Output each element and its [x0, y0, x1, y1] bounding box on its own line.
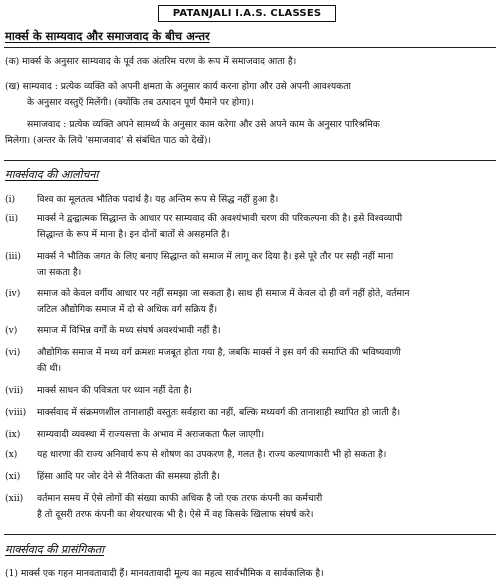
list-item-number: (vii)	[5, 385, 24, 396]
list-item-line: जटिल औद्योगिक समाज में दो से अधिक वर्ग सक्रिय हैं।	[37, 304, 218, 315]
list-item-line: समाज को केवल वर्गीय आधार पर नहीं समझा जा सकता है। साथ ही समाज में केवल दो ही वर्ग नहीं होते, वर्तमान	[37, 288, 410, 299]
list-item-line: हिंसा आदि पर जोर देने से नैतिकता की समस्या होती है।	[37, 471, 220, 482]
list-item-line: समाज में विभिन्न वर्गों के मध्य संघर्ष अवश्यंभावी नहीं है।	[37, 325, 221, 336]
paragraph-samajwad: समाजवाद : प्रत्येक व्यक्ति अपने सामर्थ्य के अनुसार काम करेगा और उसे अपने काम के अनुसार पारिश्रमिक मिलेगा। (अन्तर के लिये 'समाजवाद' से संबंधित पाठ को देखें)।	[5, 119, 380, 146]
list-item-text	[37, 405, 495, 421]
list-item-number: (xi)	[5, 471, 21, 482]
list-item-text	[37, 249, 495, 281]
list-item-line: यह धारणा की राज्य अनिवार्य रूप से शोषण का उपकरण है, गलत है। राज्य कल्याणकारी भी हो सकता है।	[37, 449, 387, 460]
list-item-line: है तो दूसरी तरफ कंपनी का शेयरधारक भी है। ऐसे में वह किसके खिलाफ संघर्ष करे।	[37, 509, 314, 520]
list-item-line: विश्व का मूलतत्व भौतिक पदार्थ है। यह अन्तिम रूप से सिद्ध नहीं हुआ है।	[37, 194, 279, 205]
section-title-relevance: मार्क्सवाद की प्रासंगिकता	[5, 543, 105, 556]
header-title: PATANJALI I.A.S. CLASSES	[158, 5, 336, 22]
list-item-line: वर्तमान समय में ऐसे लोगों की संख्या काफी अधिक है जो एक तरफ कंपनी का कर्मचारी	[37, 493, 323, 504]
list-item-text	[37, 469, 495, 485]
list-item-line: सिद्धान्त के रूप में माना है। इन दोनों बातों से असहमति है।	[37, 229, 230, 240]
list-item-number: (v)	[5, 325, 18, 336]
list-item-number: (viii)	[5, 407, 27, 418]
list-item-number: (vi)	[5, 347, 21, 358]
list-item-text	[37, 211, 495, 243]
list-item-line: मार्क्सवाद में संक्रमणशील तानाशाही वस्तुतः सर्वहारा का नहीं, बल्कि मध्यवर्ग की तानाशाही स्थापित हो जाती है।	[37, 407, 401, 418]
list-item-line: जा सकता है।	[37, 267, 82, 278]
list-item-line: औद्योगिक समाज में मध्य वर्ग क्रमशः मजबूत होता गया है, जबकि मार्क्स ने इस वर्ग की समाप्ति की भविष्यवाणी	[37, 347, 401, 358]
list-item-number: (iv)	[5, 288, 21, 299]
relevance-item-1: (1) मार्क्स एक गहन मानवतावादी हैं। मानवतावादी मूल्य का महत्व सार्वभौमिक व सार्वकालिक है।	[5, 568, 324, 579]
list-item-number: (ix)	[5, 429, 21, 440]
list-item-text	[37, 383, 495, 399]
list-item-text	[37, 323, 495, 339]
list-item-line: की थी।	[37, 363, 62, 374]
list-item-text	[37, 345, 495, 377]
list-item-text	[37, 427, 495, 443]
section-title-criticism: मार्क्सवाद की आलोचना	[5, 168, 99, 181]
divider	[4, 160, 496, 161]
section-title-difference: मार्क्स के साम्यवाद और समाजवाद के बीच अन्तर	[5, 29, 210, 43]
list-item-line: मार्क्स ने द्वन्द्वात्मक सिद्धान्त के आधार पर साम्यवाद की अवश्यंभावी चरण की परिकल्पना की है। इसे विश्वव्यापी	[37, 213, 403, 224]
list-item-number: (xii)	[5, 493, 24, 504]
list-item-line: साम्यवादी व्यवस्था में राज्यसत्ता के अभाव में अराजकता फैल जाएगी।	[37, 429, 265, 440]
list-item-number: (i)	[5, 194, 16, 205]
paragraph-kha: (ख) साम्यवाद : प्रत्येक व्यक्ति को अपनी क्षमता के अनुसार कार्य करना होगा और उसे अपनी आवश्यकता के अनुसार वस्तुएँ मिलेंगी। (क्योंकि तब उत्पादन पूर्ण पैमाने पर होगा)।	[5, 81, 351, 108]
divider	[4, 534, 496, 535]
list-item-text	[37, 286, 495, 318]
divider	[4, 47, 496, 48]
list-item-number: (ii)	[5, 213, 19, 224]
list-item-text	[37, 192, 495, 208]
list-item-line: मार्क्स साधन की पवित्रता पर ध्यान नहीं देता है।	[37, 385, 193, 396]
list-item-text	[37, 491, 495, 523]
list-item-line: मार्क्स ने भौतिक जगत के लिए बनाए सिद्धान्त को समाज में लागू कर दिया है। इसे पूरे तौर पर सही नहीं माना	[37, 251, 394, 262]
list-item-number: (iii)	[5, 251, 21, 262]
list-item-number: (x)	[5, 449, 18, 460]
paragraph-ka: (क) मार्क्स के अनुसार साम्यवाद के पूर्व तक अंतरिम चरण के रूप में समाजवाद आता है।	[5, 56, 297, 67]
list-item-text	[37, 447, 495, 463]
